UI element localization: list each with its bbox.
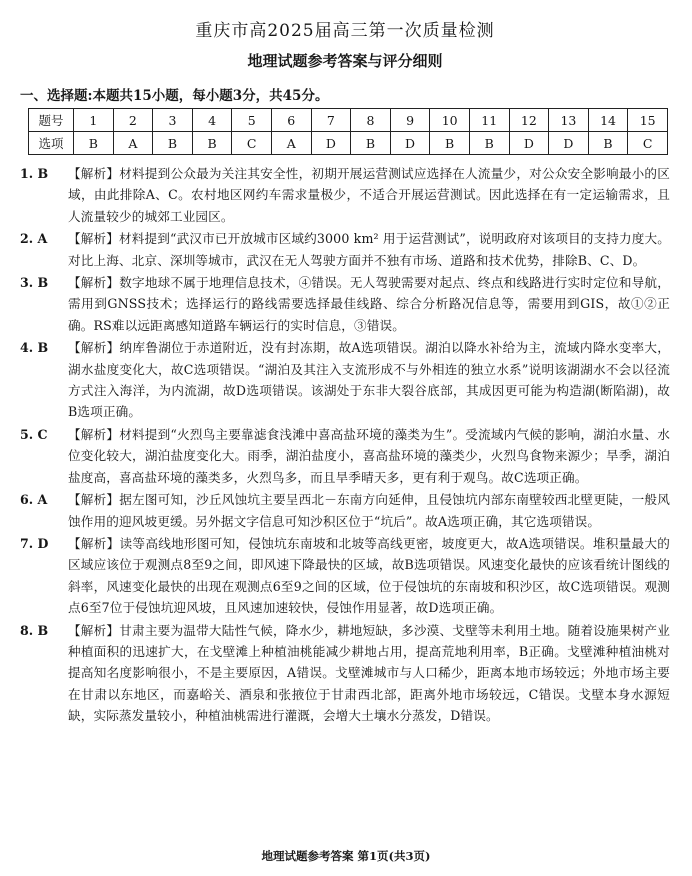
answer-table — [28, 108, 668, 155]
question-number: 4 — [192, 109, 232, 132]
explanation-item — [20, 424, 670, 488]
explanation-number: 6. A — [20, 492, 48, 508]
answer-option: B — [430, 132, 470, 155]
explanation-number: 5. C — [20, 426, 48, 442]
explanation-number: 1. B — [20, 166, 49, 181]
explanation-item — [20, 533, 670, 619]
explanation-text: 【解析】数字地球不属于地理信息技术，④错误。无人驾驶需要对起点、终点和线路进行实时定位和导航，需用到GNSS技术；选择运行的路线需要选择最佳线路、综合分析路况信息等，需要用到GIS，故①②正确。RS难以远距离感知道路车辆运行的实时信息，③错误。 — [68, 275, 670, 333]
answer-option: A — [113, 132, 153, 155]
answer-option: C — [628, 132, 668, 155]
answer-option: B — [153, 132, 193, 155]
question-number: 9 — [390, 109, 430, 132]
question-number: 3 — [153, 109, 193, 132]
answer-option: B — [469, 132, 509, 155]
explanation-item — [20, 489, 670, 532]
question-number: 2 — [113, 109, 153, 132]
question-number: 5 — [232, 109, 272, 132]
explanation-text: 【解析】材料提到公众最为关注其安全性，初期开展运营测试应选择在人流量少，对公众安全影响最小的区域，由此排除A、C。农村地区网约车需求量极少，不适合开展运营测试。因此选择在有一定运输需求，且人流量较少的城郊工业园区。 — [68, 166, 670, 224]
explanation-item — [20, 163, 670, 227]
explanation-item — [20, 620, 670, 727]
question-number: 1 — [74, 109, 114, 132]
answer-option: B — [351, 132, 391, 155]
explanation-item — [20, 337, 670, 423]
question-number: 7 — [311, 109, 351, 132]
explanation-text: 【解析】材料提到“火烈鸟主要靠滤食浅滩中喜高盐环境的藻类为生”。受流域内气候的影响，湖泊水量、水位变化较大，湖泊盐度变化大。雨季，湖泊盐度小，喜高盐环境的藻类少，火烈鸟食物来源少；旱季，湖泊盐度高，喜高盐环境的藻类多，火烈鸟多，而且旱季晴天多，更有利于观鸟。故C选项正确。 — [68, 426, 670, 485]
question-number: 13 — [549, 109, 589, 132]
explanation-text: 【解析】读等高线地形图可知，侵蚀坑东南坡和北坡等高线更密，坡度更大，故A选项错误。堆积量最大的区域应该位于观测点8至9之间，即风速下降最快的区域，故B选项错误。风速变化最快的应该看统计图线的斜率，风速变化最快的出现在观测点6至9之间的区域，位于侵蚀坑的东南坡和积沙区，故C选项错误。观测点6至7位于侵蚀坑迎风坡，且风速加速较快，侵蚀作用显著，故D选项正确。 — [68, 535, 670, 616]
explanation-item — [20, 228, 670, 271]
answer-option: D — [549, 132, 589, 155]
explanation-number: 2. A — [20, 231, 48, 247]
explanation-text: 【解析】材料提到“武汉市已开放城市区域约3000 km² 用于运营测试”，说明政府对该项目的支持力度大。对比上海、北京、深圳等城市，武汉在无人驾驶方面并不独有市场、道路和技术优势，排除B、C、D。 — [68, 231, 670, 268]
question-number: 10 — [430, 109, 470, 132]
question-number: 11 — [469, 109, 509, 132]
answer-option: C — [232, 132, 272, 155]
row-header-option: 选项 — [29, 132, 74, 155]
answer-option: D — [311, 132, 351, 155]
explanation-list — [20, 163, 670, 727]
explanation-text: 【解析】甘肃主要为温带大陆性气候，降水少，耕地短缺，多沙漠、戈壁等未利用土地。随着设施果树产业种植面积的迅速扩大，在戈壁滩上种植油桃能减少耕地占用，提高荒地利用率，B正确。戈壁滩种植油桃对提高知名度影响很小，不是主要原因，A错误。戈壁滩城市与人口稀少，距离本地市场较远；外地市场主要在甘肃以东地区，而嘉峪关、酒泉和张掖位于甘肃西北部，距离外地市场较远，C错误。戈壁本身水源短缺，实际蒸发量较小，种植油桃需进行灌溉，会增大土壤水分蒸发，D错误。 — [68, 622, 670, 724]
document-title: 地理试题参考答案与评分细则 — [247, 52, 443, 70]
question-number: 8 — [351, 109, 391, 132]
answer-option: D — [509, 132, 549, 155]
answer-table-number-row — [29, 109, 668, 132]
answer-option: B — [74, 132, 114, 155]
page-footer: 地理试题参考答案 第1页(共3页) — [261, 849, 431, 863]
row-header-number: 题号 — [29, 109, 74, 132]
question-number: 15 — [628, 109, 668, 132]
answer-option: D — [390, 132, 430, 155]
question-number: 14 — [588, 109, 628, 132]
answer-option: B — [588, 132, 628, 155]
answer-option: B — [192, 132, 232, 155]
explanation-item — [20, 272, 670, 336]
answer-option: A — [271, 132, 311, 155]
explanation-number: 8. B — [20, 622, 49, 638]
explanation-number: 4. B — [20, 340, 49, 356]
explanation-text: 【解析】纳库鲁湖位于赤道附近，没有封冻期，故A选项错误。湖泊以降水补给为主，流域内降水变率大，湖水盐度变化大，故C选项错误。“湖泊及其注入支流形成不与外相连的独立水系”说明该湖湖水不会以径流方式注入海洋，为内流湖，故D选项错误。该湖处于东非大裂谷底部，其成因更可能为构造湖(断陷湖)，故B选项正确。 — [68, 340, 670, 420]
section-heading: 一、选择题:本题共15小题，每小题3分，共45分。 — [20, 88, 329, 104]
answer-table-option-row — [29, 132, 668, 155]
explanation-text: 【解析】据左图可知，沙丘风蚀坑主要呈西北－东南方向延伸，且侵蚀坑内部东南壁较西北壁更陡，一般风蚀作用的迎风坡更缓。另外据文字信息可知沙积区位于“坑后”。故A选项正确，其它选项错误。 — [68, 492, 670, 529]
question-number: 12 — [509, 109, 549, 132]
question-number: 6 — [271, 109, 311, 132]
explanation-number: 3. B — [20, 275, 49, 291]
explanation-number: 7. D — [20, 535, 49, 551]
exam-title: 重庆市高2025届高三第一次质量检测 — [195, 21, 495, 41]
